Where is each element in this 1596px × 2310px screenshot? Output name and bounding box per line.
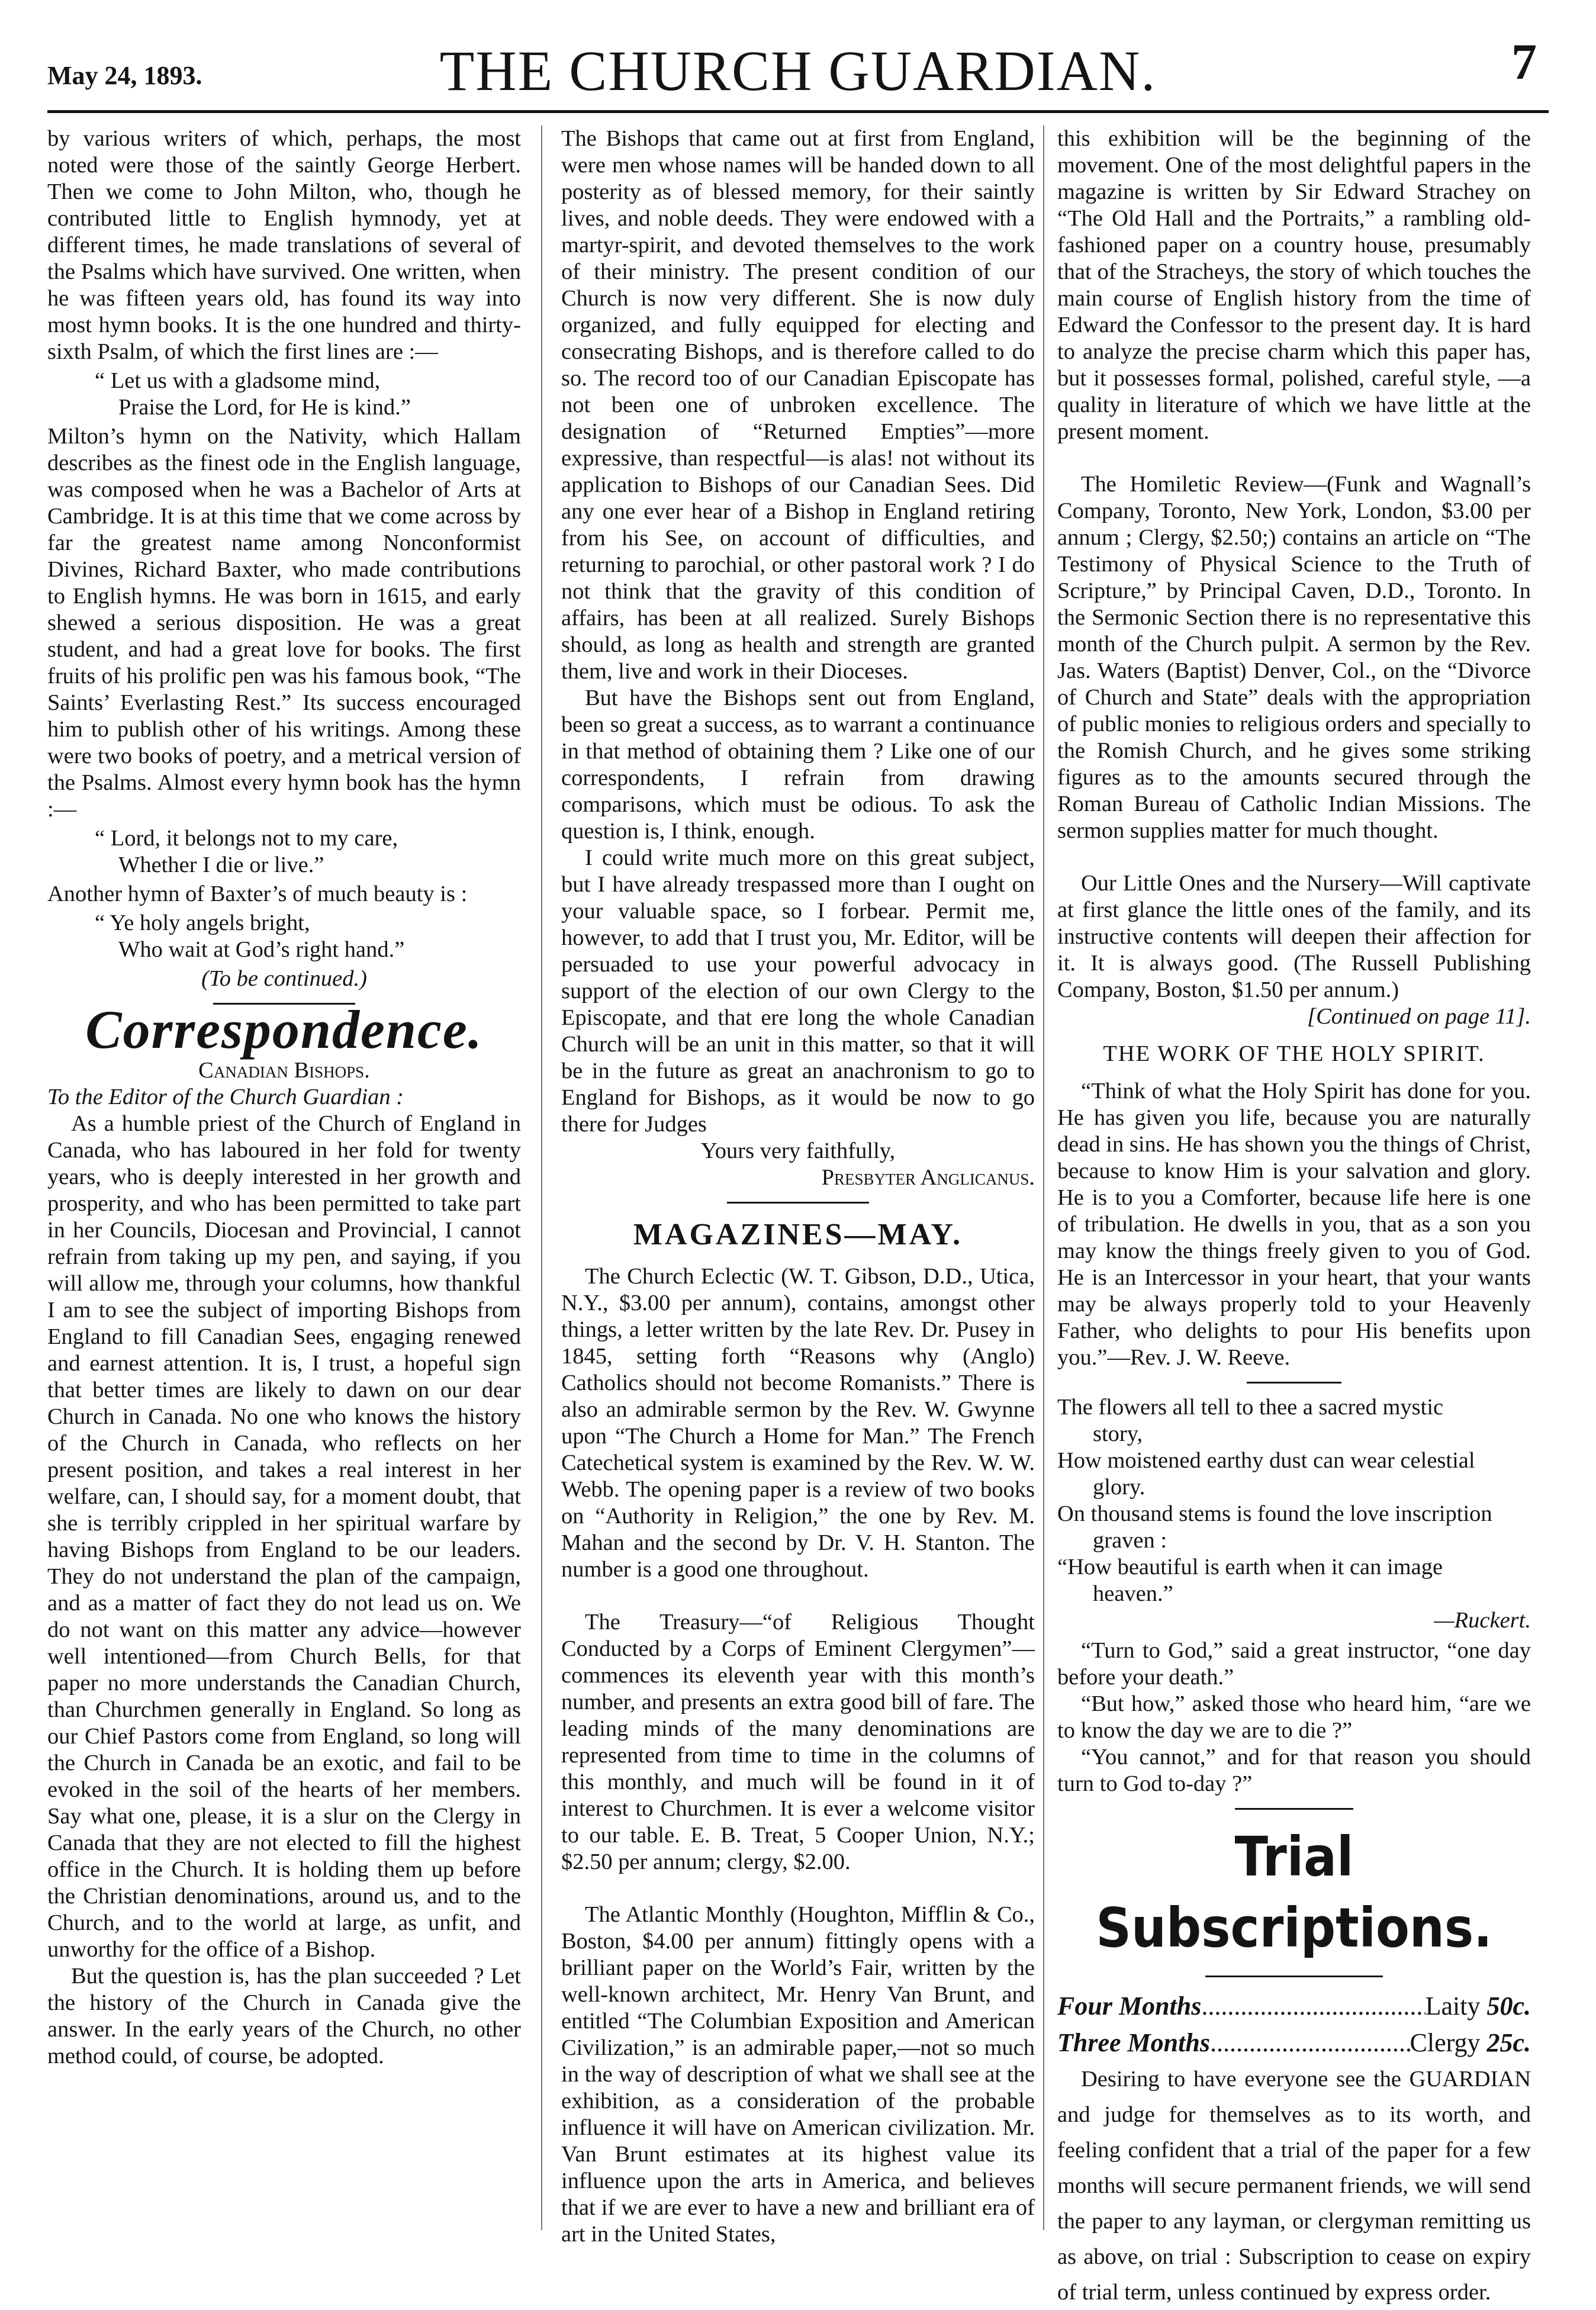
spacer bbox=[561, 1875, 1035, 1902]
price-audience: Laity bbox=[1425, 1992, 1487, 2021]
magazine-review: The Atlantic Monthly (Houghton, Mifflin & Co., Boston, $4.00 per annum) fittingly opens with a brilliant paper on the World’s Fair, written by the well-known architect, Mr. Henry Van Brunt, and entitled “The Columbian Exposition and American Civilization,” is an admirable paper,—not so much in the way of description of what we shall see at the exhibition, as a consideration of the probable influence it will have on American civilization. Mr. Van Brunt estimates at its highest value its influence upon the arts in America, and believes that if we are ever to have a new and brilliant era of art in the United States, bbox=[561, 1902, 1035, 2247]
article-paragraph: “You cannot,” and for that reason you should turn to God to-day ?” bbox=[1057, 1745, 1531, 1796]
price-audience: Clergy bbox=[1410, 2028, 1487, 2057]
masthead-rule bbox=[47, 110, 1549, 113]
magazine-review: The Treasury—“of Religious Thought Conducted by a Corps of Eminent Clergymen”—commences its eleventh year with this month’s number, and presents an extra good bill of fare. The leading minds of the many denominations are represented from time to time in the columns of this monthly, and much will be found in it of interest to Churchmen. It is ever a welcome visitor to our table. E. B. Treat, 5 Cooper Union, N.Y.; $2.50 per annum; clergy, $2.00. bbox=[561, 1610, 1035, 1874]
column-divider bbox=[1043, 126, 1044, 2230]
article-paragraph: But have the Bishops sent out from England, been so great a success, as to warrant a continuance in that method of obtaining them ? Like one of our correspondents, I refrain from drawing comparisons, which must be odious. To ask the question is, I think, enough. bbox=[561, 686, 1035, 844]
price-label: Three Months bbox=[1057, 2028, 1210, 2057]
subscription-offer: Desiring to have everyone see the GUARDIAN and judge for themselves as to its worth, and feeling confident that a trial of the paper for a few months will secure permanent friends, we will send the paper to any layman, or clergyman remitting us as above, on trial : Subscription to cease on expiry of trial term, unless continued by express order. bbox=[1057, 2067, 1531, 2305]
article-paragraph: The Bishops that came out at first from England, were men whose names will be handed down to all posterity as of blessed memory, for their saintly lives, and noble deeds. They were endowed with a martyr-spirit, and devoted themselves to the work of their ministry. The present condition of our Church is now very different. She is now duly organized, and fully equipped for electing and consecrating Bishops, and is therefore called to do so. The record too of our Canadian Episcopate has not been one of unbroken excellence. The designation of “Returned Empties”—more expressive, than respectful—is alas! not without its application to Bishops of our Canadian Sees. Did any one ever hear of a Bishop in England retiring from his See, on account of difficulties, and returning to parochial, or other pastoral work ? I do not think that the gravity of this condition of affairs, has been at all realized. Surely Bishops should, as long as health and strength are granted them, live and work in their Dioceses. bbox=[561, 126, 1035, 684]
holy-spirit-heading: THE WORK OF THE HOLY SPIRIT. bbox=[1103, 1041, 1485, 1066]
column-2 bbox=[561, 126, 1035, 2248]
article-paragraph: Milton’s hymn on the Nativity, which Hallam describes as the finest ode in the English language, was composed when he was a Bachelor of Arts at Cambridge. It is at this time that we come across by far the greatest name among Nonconformist Divines, Richard Baxter, who made contributions to English hymns. He was born in 1615, and early shewed a serious disposition. He was a great student, and had a great love for books. The first fruits of his prolific pen was his famous book, “The Saints’ Everlasting Rest.” Its success encouraged him to publish other of his writings. Among these were two books of poetry, and a metrical version of the Psalms. Almost every hymn book has the hymn :— bbox=[47, 424, 521, 822]
column-3 bbox=[1057, 126, 1531, 2310]
price-label: Four Months bbox=[1057, 1992, 1202, 2021]
article-paragraph: Another hymn of Baxter’s of much beauty is : bbox=[47, 881, 468, 906]
spacer bbox=[1057, 445, 1531, 471]
letter-title: Canadian Bishops. bbox=[198, 1058, 370, 1083]
spacer bbox=[561, 1583, 1035, 1609]
issue-date: May 24, 1893. bbox=[47, 61, 202, 90]
dot-leader bbox=[1201, 1988, 1425, 2025]
magazine-review: Our Little Ones and the Nursery—Will captivate at first glance the little ones of the family, and its instructive contents will deepen their affection for it. It is always good. (The Russell Publishing Company, Boston, $1.50 per annum.) bbox=[1057, 871, 1531, 1002]
magazines-heading: MAGAZINES—MAY. bbox=[633, 1218, 963, 1251]
article-paragraph: “But how,” asked those who heard him, “are we to know the day we are to die ?” bbox=[1057, 1691, 1531, 1743]
hymn-quote bbox=[95, 825, 521, 879]
article-paragraph: As a humble priest of the Church of England in Canada, who has laboured in her fold for twenty years, who is deeply interested in her growth and prosperity, and who has been permitted to take part in her Councils, Diocesan and Provincial, I cannot refrain from taking up my pen, and saying, if you will allow me, through your columns, how thankful I am to see the subject of importing Bishops from England to fill Canadian Sees, engaging renewed and earnest attention. It is, I trust, a hopeful sign that better times are likely to dawn on our dear Church in Canada. No one who knows the history of the Church in Canada, who reflects on her present position, and takes a real interest in her welfare, can, I should say, for a moment doubt, that she is terribly crippled in her spiritual warfare by having Bishops from England to be our leaders. They do not understand the plan of the campaign, and as a matter of fact they do not lead us on. We do not want on this matter any advice—however well intentioned—from Church Bells, for that paper no more understands the Canadian Church, than Churchmen generally in England. So long as our Chief Pastors come from England, so long will the Church in Canada be an exotic, and fail to be evoked in the soil of the hearts of her members. Say what one, please, it is a slur on the Clergy in Canada that they are not elected to fill the highest office in the Church. It is holding them up before the Christian denominations, around us, and to the Church, and to the world at large, as unfit, and unworthy for the office of a Bishop. bbox=[47, 1111, 521, 1962]
verse-line: Praise the Lord, for He is kind.” bbox=[118, 395, 411, 420]
verse-line: Who wait at God’s right hand.” bbox=[118, 937, 405, 962]
verse-line: “ Let us with a gladsome mind, bbox=[95, 368, 381, 393]
page-number: 7 bbox=[1511, 33, 1537, 90]
trial-subscriptions-heading: Trial Subscriptions. bbox=[1096, 1825, 1492, 1960]
price-value bbox=[1426, 1988, 1531, 2025]
hymn-quote bbox=[95, 910, 521, 963]
verse-line: Whether I die or live.” bbox=[118, 852, 324, 877]
magazine-review: The Homiletic Review—(Funk and Wagnall’s Company, Toronto, New York, London, $3.00 per annum ; Clergy, $2.50;) contains an article on “The Testimony of Physical Science to the Truth of Scripture,” by Principal Caven, D.D., Toronto. In the Sermonic Section there is no representative this month of the Church pulpit. A sermon by the Rev. Jas. Waters (Baptist) Denver, Col., on the “Divorce of Church and State” deals with the appropriation of public monies to religious orders and specially to the Romish Church, and he gives some striking figures as to the amounts secured through the Roman Bureau of Catholic Indian Missions. The sermon supplies matter for much thought. bbox=[1057, 472, 1531, 843]
poem bbox=[1057, 1394, 1531, 1634]
poem-line: “How beautiful is earth when it can image bbox=[1057, 1555, 1443, 1579]
article-paragraph: I could write much more on this great subject, but I have already trespassed more than I ought on your valuable space, so I forbear. Permit me, however, to add that I trust you, Mr. Editor, will be persuaded to use your powerful advocacy in support of the election of our own Clergy to the Episcopate, and that ere long the whole Canadian Church will be an unit in this matter, so that it will be in the future as great an anachronism to go to England for Bishops, as it would be now to go there for Judges bbox=[561, 845, 1035, 1137]
continued-note: (To be continued.) bbox=[201, 966, 367, 991]
poem-line: On thousand stems is found the love inscription bbox=[1057, 1501, 1492, 1526]
price-line bbox=[1057, 2025, 1531, 2061]
column-1 bbox=[47, 126, 521, 2070]
poem-line: heaven.” bbox=[1093, 1581, 1173, 1606]
letter-closing: Yours very faithfully, bbox=[700, 1138, 896, 1163]
hymn-quote bbox=[95, 368, 521, 421]
letter-salutation: To the Editor of the Church Guardian : bbox=[47, 1085, 404, 1109]
price-amount: 25c. bbox=[1486, 2028, 1531, 2057]
article-paragraph: by various writers of which, perhaps, the most noted were those of the saintly George Herbert. Then we come to John Milton, who, though he contributed little to English hymnody, yet at different times, he made translations of several of the Psalms which have survived. One written, when he was fifteen years old, has found its way into most hymn books. It is the one hundred and thirty-sixth Psalm, of which the first lines are :— bbox=[47, 126, 521, 364]
article-paragraph: But the question is, has the plan succeeded ? Let the history of the Church in Canada give the answer. In the early years of the Church, no other method could, of course, be adopted. bbox=[47, 1964, 521, 2068]
article-paragraph: this exhibition will be the beginning of the movement. One of the most delightful papers in the magazine is written by Sir Edward Strachey on “The Old Hall and the Portraits,” a rambling old-fashioned paper on a country house, presumably that of the Stracheys, the story of which touches the main course of English history from the time of Edward the Confessor to the present day. It is hard to analyze the precise charm which this paper has, but it possesses formal, polished, careful style, —a quality in literature of which we have little at the present moment. bbox=[1057, 126, 1531, 444]
section-rule bbox=[727, 1202, 869, 1204]
poem-line: The flowers all tell to thee a sacred mystic bbox=[1057, 1395, 1444, 1420]
column-divider bbox=[541, 126, 542, 2230]
section-rule bbox=[1247, 1382, 1341, 1384]
masthead bbox=[47, 24, 1549, 107]
article-paragraph: “Turn to God,” said a great instructor, “one day before your death.” bbox=[1057, 1638, 1531, 1690]
verse-line: “ Ye holy angels bright, bbox=[95, 911, 310, 935]
magazine-review: The Church Eclectic (W. T. Gibson, D.D., Utica, N.Y., $3.00 per annum), contains, amongst other things, a letter written by the late Rev. Dr. Pusey in 1845, setting forth “Reasons why (Anglo) Catholics should not become Romanists.” There is also an admirable sermon by the Rev. W. Gwynne upon “The Church a Home for Man.” The French Catechetical system is examined by the Rev. W. W. Webb. The opening paper is a review of two books on “Authority in Religion,” the one by Rev. M. Mahan and the second by Dr. V. H. Stanton. The number is a good one throughout. bbox=[561, 1264, 1035, 1582]
verse-line: “ Lord, it belongs not to my care, bbox=[95, 826, 398, 851]
letter-signature: Presbyter Anglicanus. bbox=[821, 1165, 1035, 1190]
correspondence-heading: Correspondence. bbox=[85, 999, 483, 1060]
section-rule bbox=[1235, 1808, 1353, 1810]
price-amount: 50c. bbox=[1486, 1992, 1531, 2021]
continued-note: [Continued on page 11]. bbox=[1307, 1004, 1531, 1029]
poem-line: graven : bbox=[1093, 1528, 1167, 1553]
spacer bbox=[1057, 844, 1531, 870]
poem-attribution: —Ruckert. bbox=[1434, 1608, 1531, 1633]
article-paragraph: “Think of what the Holy Spirit has done for you. He has given you life, because you are naturally dead in sins. He has shown you the things of Christ, because to know Him is your salvation and glory. He is to you a Comforter, because life here is one of tribulation. He dwells in you, that as a son you may know the things freely given to you of God. He is an Intercessor in your heart, that your wants may be always properly told to your Heavenly Father, who delights to pour His benefits upon you.”—Rev. J. W. Reeve. bbox=[1057, 1079, 1531, 1370]
poem-line: glory. bbox=[1093, 1475, 1145, 1500]
poem-line: How moistened earthy dust can wear celestial bbox=[1057, 1448, 1475, 1473]
poem-line: story, bbox=[1093, 1421, 1143, 1446]
newspaper-title: THE CHURCH GUARDIAN. bbox=[439, 39, 1157, 102]
dot-leader bbox=[1210, 2025, 1410, 2061]
price-line bbox=[1057, 1988, 1531, 2025]
price-value bbox=[1410, 2025, 1531, 2061]
section-rule bbox=[1205, 1976, 1383, 1977]
